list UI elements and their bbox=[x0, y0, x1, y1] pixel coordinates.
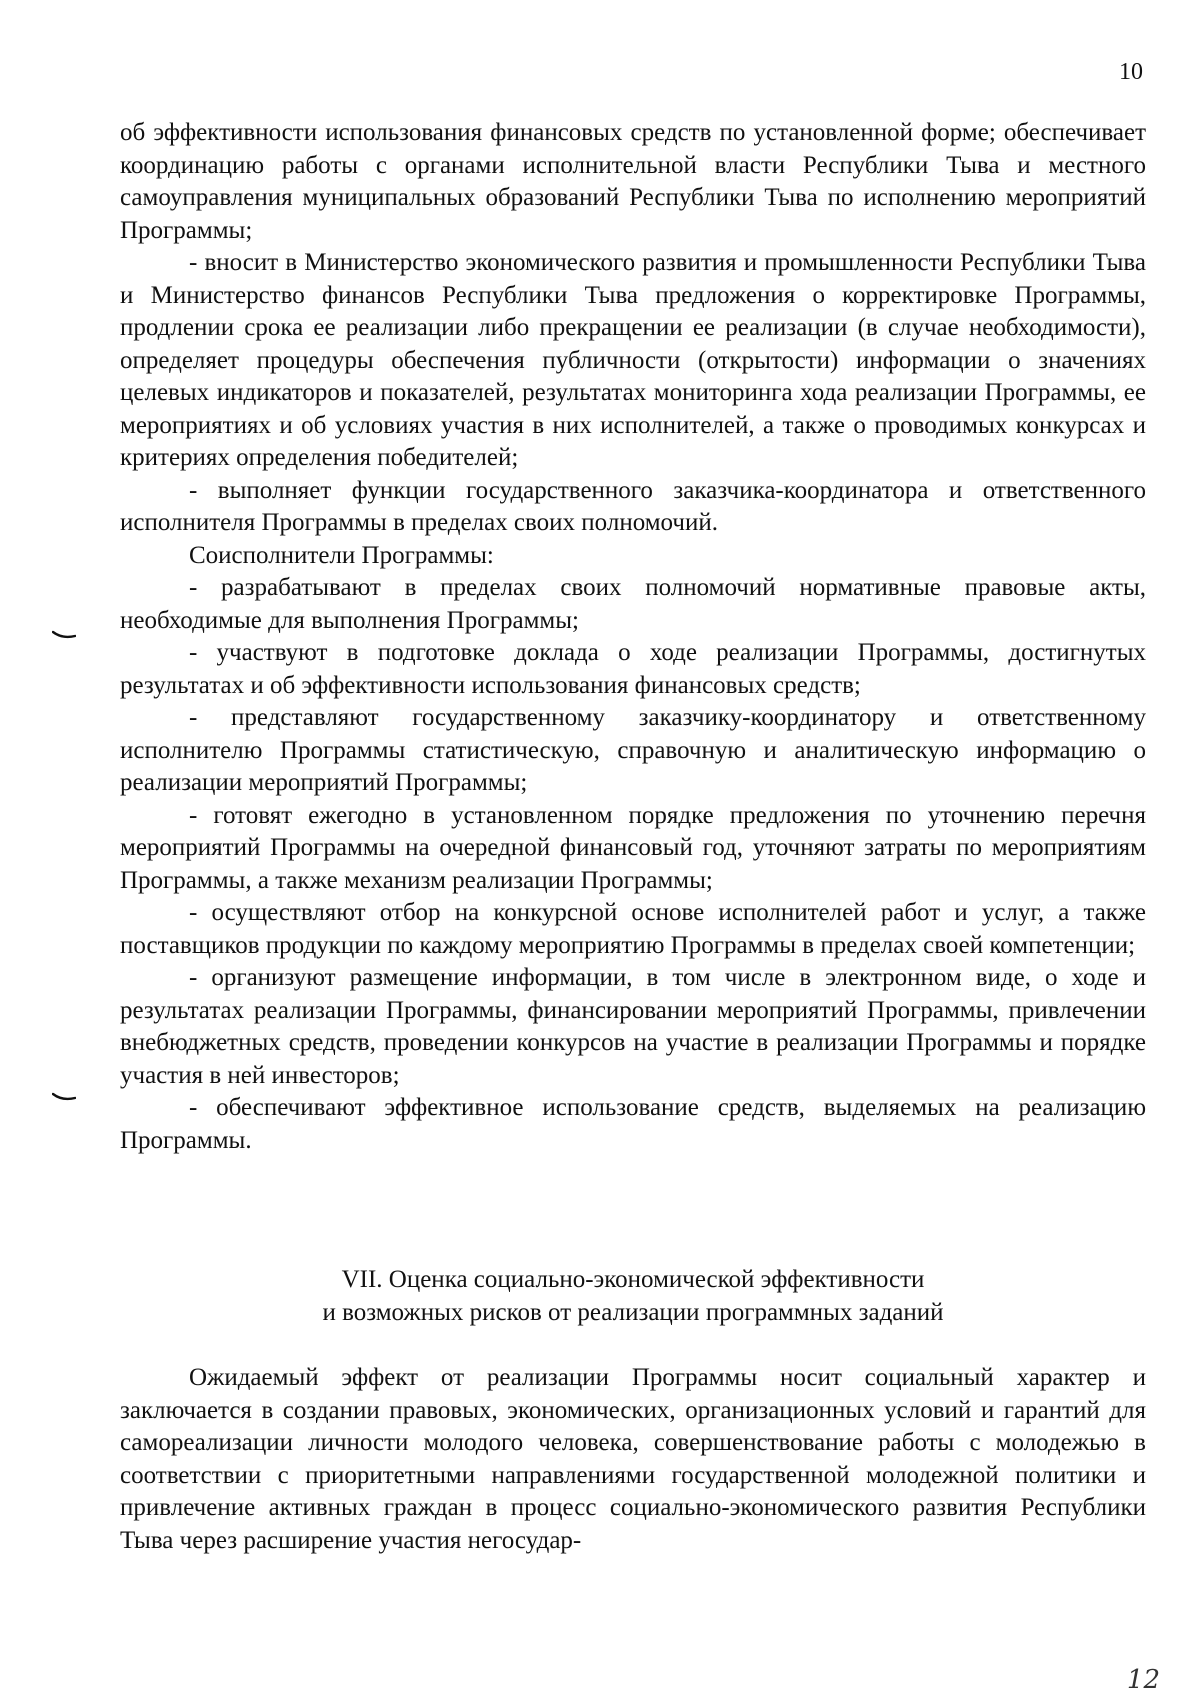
paragraph: Соисполнители Программы: bbox=[189, 541, 494, 569]
paragraph: - организуют размещение информации, в том числе в электронном виде, о ходе и результатах реализации Программы, финансировании мероприятий Программы, привлечении внебюджетных средств, проведении конкурсов на участие в реализации Программы и порядке участия в ней инвесторов; bbox=[120, 964, 1146, 1089]
paragraph: - обеспечивают эффективное использование средств, выделяемых на реализацию Программы. bbox=[120, 1094, 1146, 1154]
section-heading-line: и возможных рисков от реализации программных заданий bbox=[322, 1298, 944, 1326]
handwritten-page-number: 12 bbox=[1126, 1665, 1160, 1695]
section-body bbox=[120, 1362, 1146, 1557]
section-heading bbox=[120, 1264, 1146, 1329]
margin-mark-icon bbox=[52, 1092, 76, 1102]
paragraph: - осуществляют отбор на конкурсной основе исполнителей работ и услуг, а также поставщиков продукции по каждому мероприятию Программы в пределах своей компетенции; bbox=[120, 899, 1146, 959]
margin-mark-icon bbox=[52, 630, 76, 640]
page-number: 10 bbox=[1119, 59, 1143, 85]
paragraph: - вносит в Министерство экономического развития и промышленности Республики Тыва и Министерство финансов Республики Тыва предложения о корректировке Программы, продлении срока ее реализации либо прекращении ее реализации (в случае необходимости), определяет процедуры обеспечения публичности (открытости) информации о значениях целевых индикаторов и показателей, результатах мониторинга хода реализации Программы, ее мероприятиях и об условиях участия в них исполнителей, а также о проводимых конкурсах и критериях определения победителей; bbox=[120, 249, 1146, 471]
paragraph: - выполняет функции государственного заказчика-координатора и ответственного исполнителя Программы в пределах своих полномочий. bbox=[120, 476, 1146, 536]
body-text bbox=[120, 117, 1146, 1157]
paragraph: об эффективности использования финансовых средств по установленной форме; обеспечивает координацию работы с органами исполнительной власти Республики Тыва и местного самоуправления муниципальных образований Республики Тыва по исполнению мероприятий Программы; bbox=[120, 119, 1146, 244]
paragraph: - готовят ежегодно в установленном порядке предложения по уточнению перечня мероприятий Программы на очередной финансовый год, уточняют затраты по мероприятиям Программы, а также механизм реализации Программы; bbox=[120, 801, 1146, 894]
paragraph: - разрабатывают в пределах своих полномочий нормативные правовые акты, необходимые для выполнения Программы; bbox=[120, 574, 1146, 634]
section-heading-line: VII. Оценка социально-экономической эффективности bbox=[341, 1266, 925, 1293]
paragraph: - представляют государственному заказчику-координатору и ответственному исполнителю Программы статистическую, справочную и аналитическую информацию о реализации мероприятий Программы; bbox=[120, 704, 1146, 796]
paragraph: - участвуют в подготовке доклада о ходе реализации Программы, достигнутых результатах и об эффективности использования финансовых средств; bbox=[120, 639, 1146, 699]
paragraph: Ожидаемый эффект от реализации Программы носит социальный характер и заключается в создании правовых, экономических, организационных условий и гарантий для самореализации личности молодого человека, совершенствование работы с молодежью в соответствии с приоритетными направлениями государственной молодежной политики и привлечение активных граждан в процесс социально-экономического развития Республики Тыва через расширение участия негосудар- bbox=[120, 1364, 1146, 1554]
